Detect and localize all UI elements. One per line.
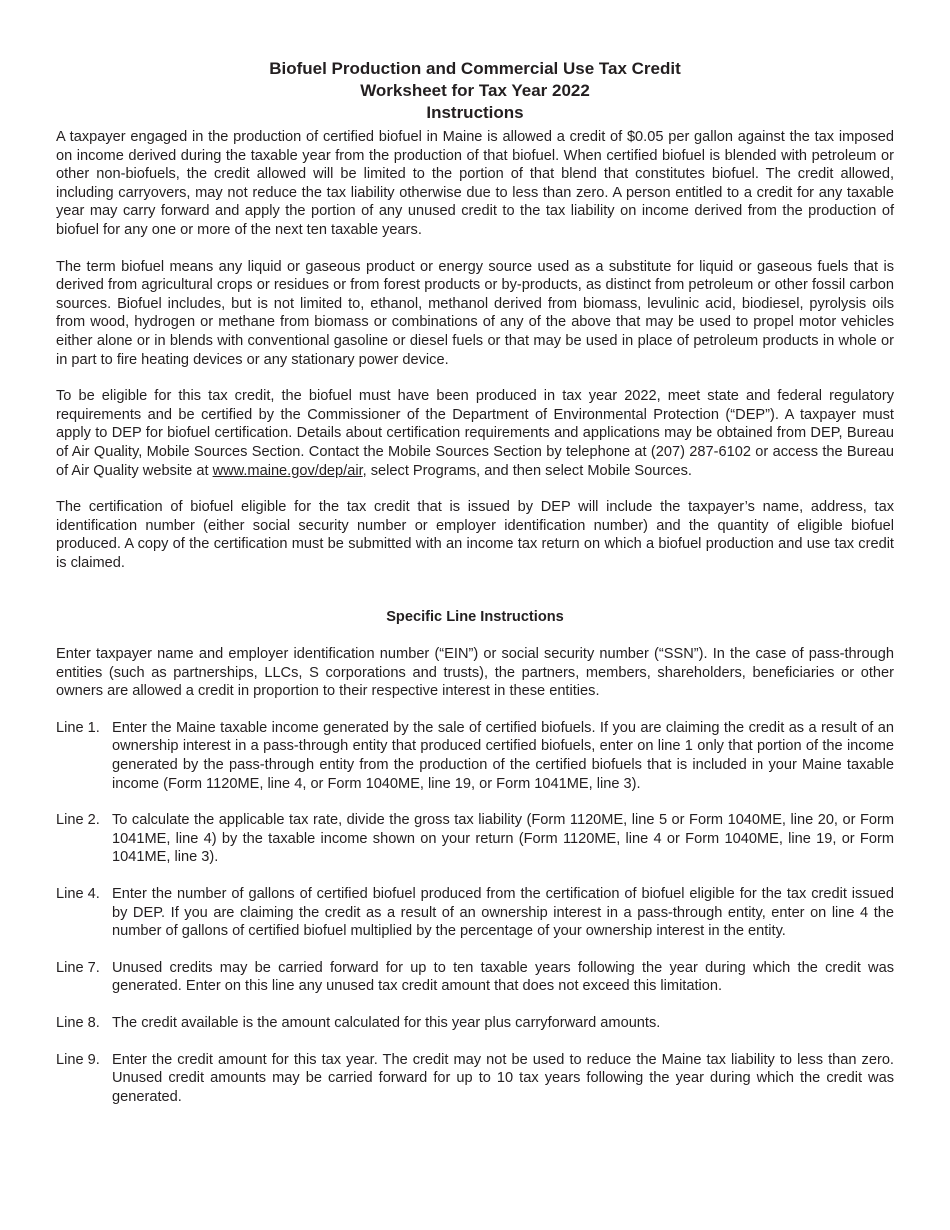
title-line-1: Biofuel Production and Commercial Use Tax Credit [269,59,681,78]
line-item [56,959,894,996]
intro-paragraph-credit: A taxpayer engaged in the production of certified biofuel in Maine is allowed a credit of $0.05 per gallon against the tax imposed on income derived during the taxable year from the production of that biofuel. When certified biofuel is blended with petroleum or other non-biofuels, the credit allowed will be limited to the portion of that blend that constitutes biofuel. The credit allowed, including carryovers, may not reduce the tax liability otherwise due to less than zero. A person entitled to a credit for any taxable year may carry forward and apply the portion of any unused credit to the tax liability on income derived from the production of biofuel for any one or more of the next ten taxable years. [56,129,894,238]
page-title [56,58,894,124]
line-text: The credit available is the amount calculated for this year plus carryforward amounts. [112,1014,661,1031]
line-item [56,1014,894,1033]
line-item [56,1051,894,1107]
line-text: Enter the Maine taxable income generated by the sale of certified biofuels. If you are claiming the credit as a result of an ownership interest in a pass-through entity that produced certified biofuels, enter on line 1 only that portion of the income generated by the pass-through entity from the production of the certified biofuels that is included in your Maine taxable income (Form 1120ME, line 4, or Form 1040ME, line 19, or Form 1041ME, line 3). [112,719,894,792]
line-item [56,811,894,867]
line-label: Line 1. [56,719,100,736]
line-text: To calculate the applicable tax rate, divide the gross tax liability (Form 1120ME, line 5 or Form 1040ME, line 20, or Form 1041ME, line 4) by the taxable income shown on your return (Form 1120ME, line 4 or Form 1040ME, line 19, or Form 1041ME, line 3). [112,812,894,866]
title-line-2: Worksheet for Tax Year 2022 [360,81,590,100]
line-text: Enter the number of gallons of certified biofuel produced from the certification of biofuel eligible for the tax credit issued by DEP. If you are claiming the credit as a result of an ownership interest in a pass-through entity, enter on line 4 the number of gallons of certified biofuel multiplied by the percentage of your ownership interest in the entity. [112,886,894,940]
title-line-3: Instructions [426,103,524,122]
intro-paragraph-certification: The certification of biofuel eligible for the tax credit that is issued by DEP will include the taxpayer’s name, address, tax identification number (either social security number or employer identification number) and the quantity of eligible biofuel produced. A copy of the certification must be submitted with an income tax return on which a biofuel production and use tax credit is claimed. [56,499,894,571]
line-label: Line 9. [56,1051,100,1068]
specific-line-heading: Specific Line Instructions [386,609,564,626]
line-label: Line 7. [56,959,100,976]
eligibility-text-end: , select Programs, and then select Mobile Sources. [362,462,692,479]
line-text: Unused credits may be carried forward for up to ten taxable years following the year during which the credit was generated. Enter on this line any unused tax credit amount that does not exceed this limitation. [112,959,894,995]
line-label: Line 2. [56,812,100,829]
line-text: Enter the credit amount for this tax year. The credit may not be used to reduce the Maine tax liability to less than zero. Unused credit amounts may be carried forward for up to 10 tax years following the year during which the credit was generated. [112,1051,894,1105]
intro-paragraph-biofuel-definition: The term biofuel means any liquid or gaseous product or energy source used as a substitute for liquid or gaseous fuels that is derived from agricultural crops or residues or from forest products or by-products, as distinct from petroleum or other fossil carbon sources. Biofuel includes, but is not limited to, ethanol, methanol derived from biomass, levulinic acid, biodiesel, pyrolysis oils from wood, hydrogen or methane from biomass or combinations of any of the above that may be used to propel motor vehicles either alone or in blends with conventional gasoline or diesel fuels or that may be used in place of petroleum products in whole or in part to fire heating devices or any stationary power device. [56,258,894,368]
line-label: Line 4. [56,886,100,902]
line-item [56,719,894,793]
line-label: Line 8. [56,1014,100,1031]
instructions-page [56,58,894,1124]
line-item [56,885,894,941]
dep-air-link[interactable]: www.maine.gov/dep/air [212,462,363,479]
eligibility-text: To be eligible for this tax credit, the biofuel must have been produced in tax year 2022, meet state and federal regulatory requirements and be certified by the Commissioner of the Department of Environmental Protection (“DEP”). A taxpayer must apply to DEP for biofuel certification. Details about certification requirements and applications may be obtained from DEP, Bureau of Air Quality, Mobile Sources Section. Contact the Mobile Sources Section by telephone at (207) 287-6102 or access the Bureau of Air Quality website at [56,388,894,479]
intro-paragraph-eligibility [56,387,894,480]
specific-intro-paragraph: Enter taxpayer name and employer identification number (“EIN”) or social security number (“SSN”). In the case of pass-through entities (such as partnerships, LLCs, S corporations and trusts), the partners, members, shareholders, beneficiaries or other owners are allowed a credit in proportion to their respective interest in these entities. [56,646,894,700]
